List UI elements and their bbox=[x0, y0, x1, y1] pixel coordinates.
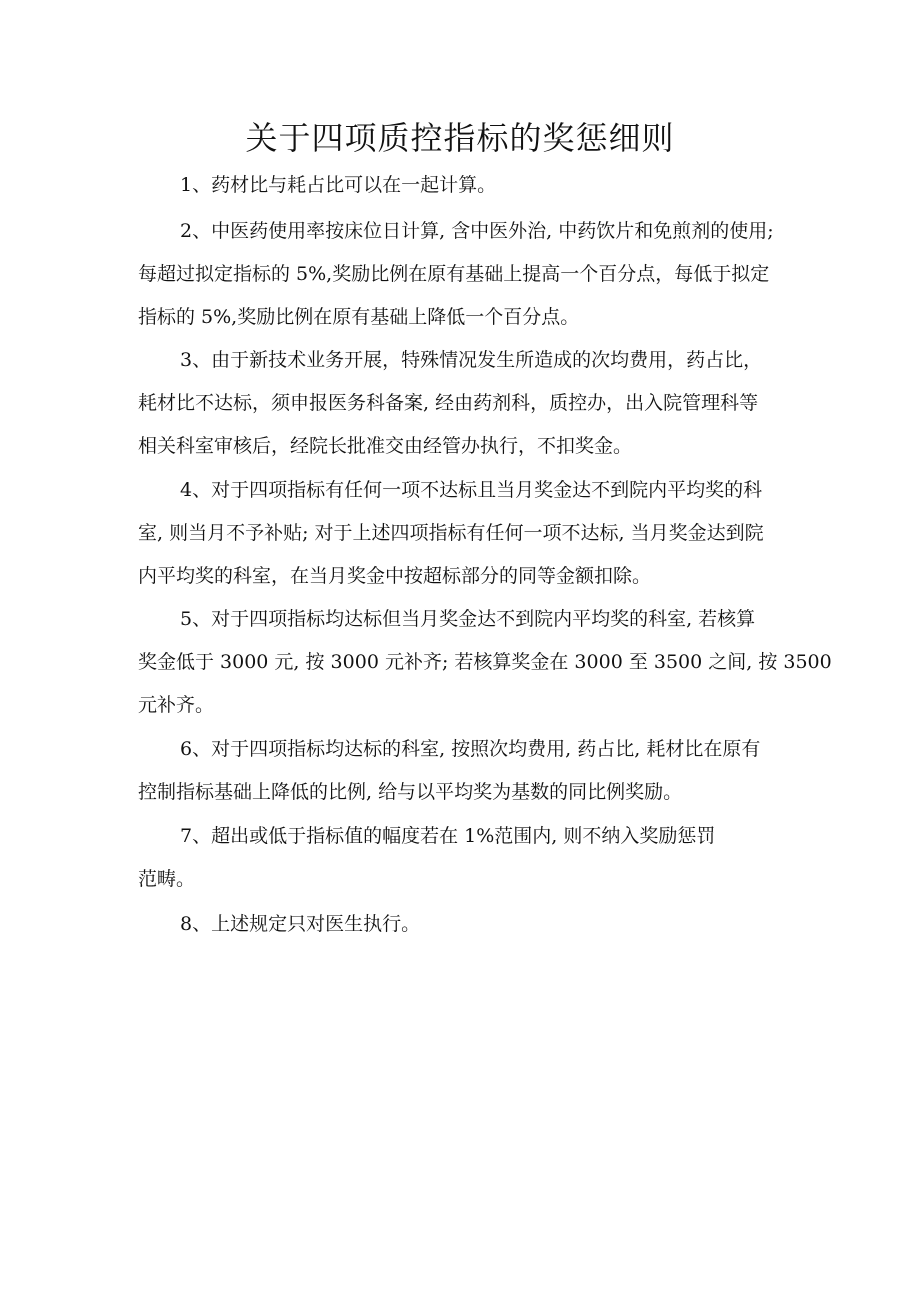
paragraph-line: 相关科室审核后，经院长批准交由经管办执行，不扣奖金。 bbox=[138, 435, 633, 457]
rule-paragraph-3 bbox=[138, 339, 814, 468]
page-title: 关于四项质控指标的奖惩细则 bbox=[245, 119, 675, 157]
paragraph-line: 3、由于新技术业务开展，特殊情况发生所造成的次均费用，药占比， bbox=[180, 349, 763, 371]
paragraph-line: 控制指标基础上降低的比例, 给与以平均奖为基数的同比例奖励。 bbox=[138, 781, 683, 803]
rule-paragraph-1 bbox=[138, 164, 814, 207]
paragraph-line: 室, 则当月不予补贴; 对于上述四项指标有任何一项不达标, 当月奖金达到院 bbox=[138, 522, 764, 544]
rule-paragraph-8 bbox=[138, 903, 814, 946]
paragraph-line: 2、中医药使用率按床位日计算, 含中医外治, 中药饮片和免煎剂的使用; bbox=[180, 220, 774, 242]
paragraph-line: 8、上述规定只对医生执行。 bbox=[180, 913, 421, 935]
paragraph-line: 元补齐。 bbox=[138, 694, 215, 716]
rule-paragraph-5 bbox=[138, 598, 832, 727]
rule-paragraph-4 bbox=[138, 469, 814, 598]
paragraph-line: 奖金低于 3000 元, 按 3000 元补齐; 若核算奖金在 3000 至 3500 之间, 按 3500 bbox=[138, 651, 832, 673]
rule-paragraph-2 bbox=[138, 210, 814, 339]
rule-paragraph-6 bbox=[138, 728, 814, 814]
paragraph-line: 7、超出或低于指标值的幅度若在 1%范围内, 则不纳入奖励惩罚 bbox=[180, 825, 716, 847]
paragraph-line: 指标的 5%,奖励比例在原有基础上降低一个百分点。 bbox=[138, 306, 580, 328]
paragraph-line: 5、对于四项指标均达标但当月奖金达不到院内平均奖的科室, 若核算 bbox=[180, 608, 756, 630]
rule-paragraph-7 bbox=[138, 815, 814, 901]
paragraph-line: 4、对于四项指标有任何一项不达标且当月奖金达不到院内平均奖的科 bbox=[180, 479, 763, 501]
paragraph-line: 耗材比不达标，须申报医务科备案, 经由药剂科，质控办，出入院管理科等 bbox=[138, 392, 759, 414]
paragraph-line: 范畴。 bbox=[138, 868, 196, 890]
paragraph-line: 6、对于四项指标均达标的科室, 按照次均费用, 药占比, 耗材比在原有 bbox=[180, 738, 761, 760]
paragraph-line: 每超过拟定指标的 5%,奖励比例在原有基础上提高一个百分点，每低于拟定 bbox=[138, 263, 770, 285]
paragraph-line: 内平均奖的科室，在当月奖金中按超标部分的同等金额扣除。 bbox=[138, 565, 652, 587]
paragraph-line: 1、药材比与耗占比可以在一起计算。 bbox=[180, 174, 497, 196]
